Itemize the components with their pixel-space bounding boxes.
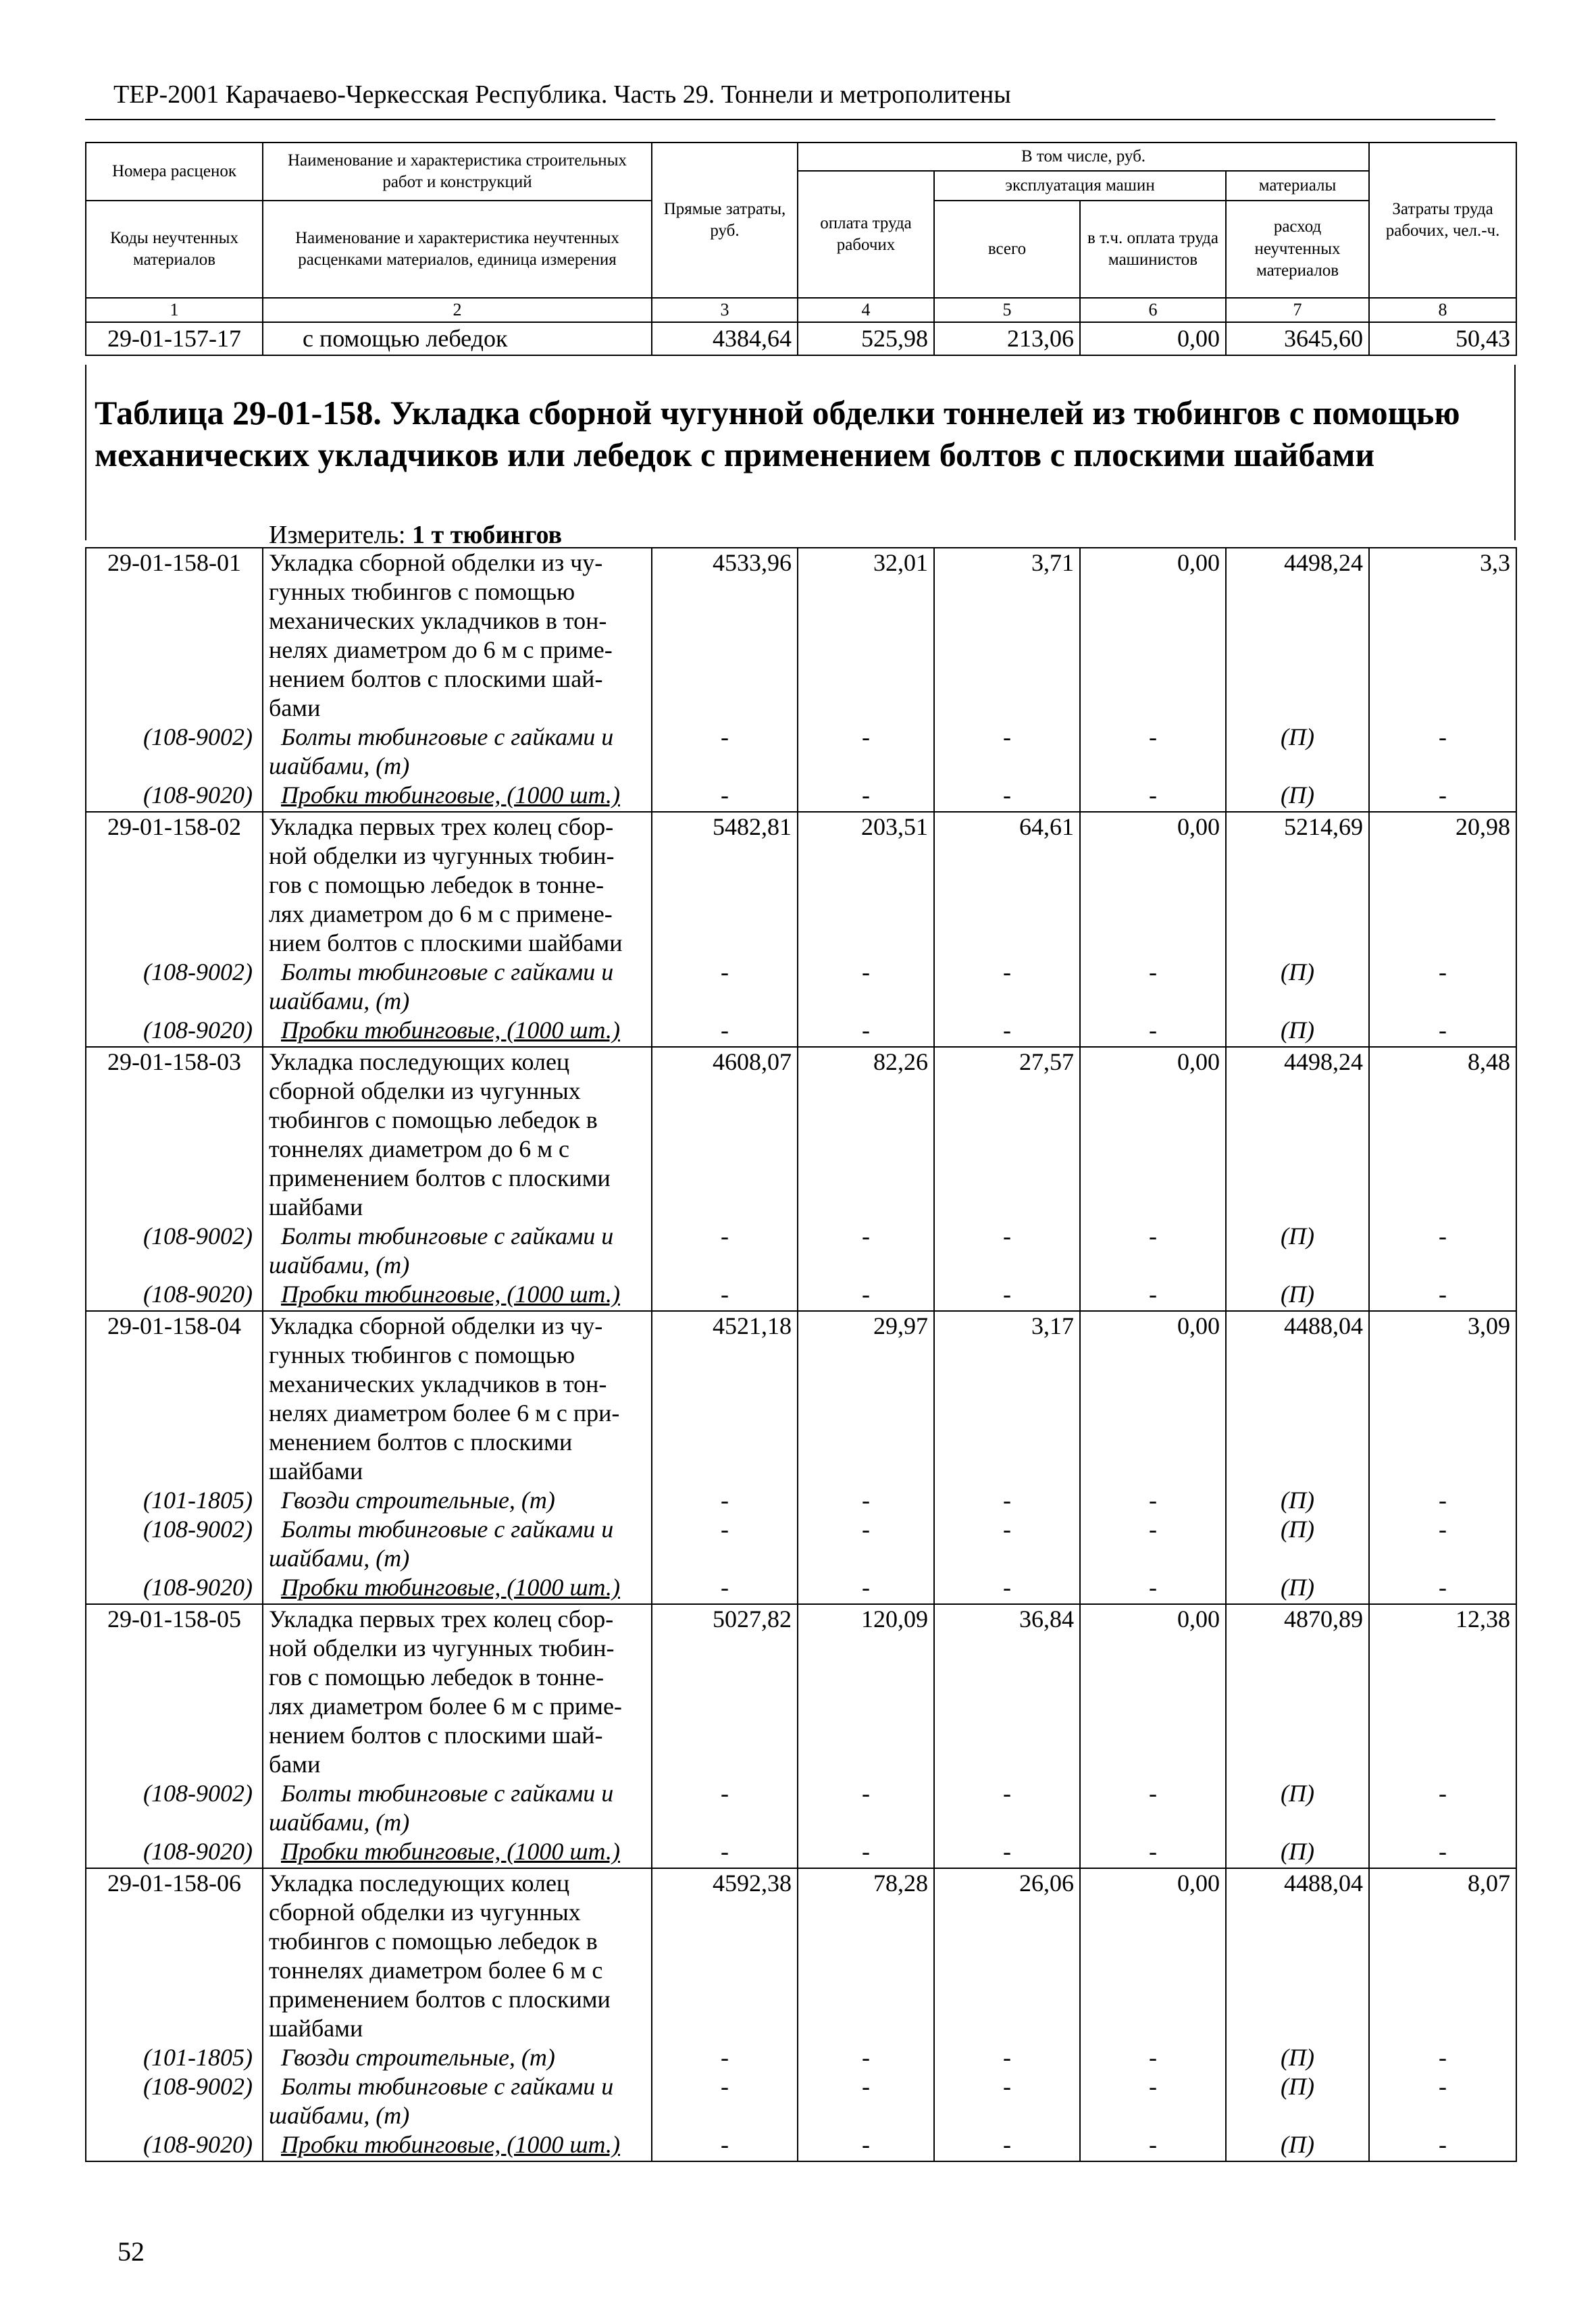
rate-row: [86, 1047, 1516, 1222]
material-value-cell: -: [652, 2130, 798, 2161]
material-value-cell: -: [798, 1779, 934, 1837]
material-value-cell: -: [1080, 2130, 1226, 2161]
rate-name-line: нением болтов с плоскими шай-: [269, 1722, 603, 1749]
header-material-name: Наименование и характеристика неучтенных расценками материалов, единица измерения: [263, 201, 652, 298]
material-row: [86, 723, 1516, 781]
header-work-name: Наименование и характеристика строительных работ и конструкций: [263, 143, 652, 201]
material-price-cell: (П): [1226, 1779, 1369, 1837]
header-machinists-pay: в т.ч. оплата труда машинистов: [1080, 201, 1226, 298]
rate-row: [86, 812, 1516, 958]
material-price-cell: (П): [1226, 1837, 1369, 1868]
value-cell: 4488,04: [1226, 1311, 1369, 1486]
rate-name-line: тюбингов с помощью лебедок в: [269, 1928, 598, 1955]
material-value-cell: -: [652, 2072, 798, 2130]
material-value-cell: -: [652, 1779, 798, 1837]
material-name-line: Пробки тюбинговые, (1000 шт.): [281, 781, 620, 808]
value-cell: 3645,60: [1226, 322, 1369, 355]
material-value-cell: -: [798, 1280, 934, 1311]
material-code: (108-9002): [86, 958, 263, 1016]
material-value-cell: -: [1369, 1222, 1516, 1280]
prev-table-row: [86, 322, 1516, 355]
value-cell: 4498,24: [1226, 1047, 1369, 1222]
header-including: В том числе, руб.: [798, 143, 1369, 171]
rate-name: с помощью лебедок: [263, 322, 652, 355]
material-name: [263, 723, 652, 781]
material-value-cell: -: [1369, 2043, 1516, 2072]
rate-name-line: тюбингов с помощью лебедок в: [269, 1106, 598, 1133]
material-row: [86, 2072, 1516, 2130]
material-price-cell: (П): [1226, 1280, 1369, 1311]
material-price-cell: (П): [1226, 723, 1369, 781]
value-cell: 4384,64: [652, 322, 798, 355]
material-value-cell: -: [652, 1515, 798, 1573]
header-machines-total: всего: [934, 201, 1080, 298]
material-value-cell: -: [652, 1573, 798, 1604]
material-row: [86, 1515, 1516, 1573]
material-code: (108-9002): [86, 2072, 263, 2130]
material-price-cell: (П): [1226, 1573, 1369, 1604]
value-cell: 0,00: [1080, 1868, 1226, 2043]
material-value-cell: -: [798, 1016, 934, 1047]
material-price-cell: (П): [1226, 1016, 1369, 1047]
rate-row: [86, 548, 1516, 723]
header-rate-numbers: Номера расценок: [86, 143, 263, 201]
rate-name-line: механических укладчиков в тон-: [269, 1370, 607, 1397]
value-cell: 32,01: [798, 548, 934, 723]
material-value-cell: -: [798, 958, 934, 1016]
rate-name-line: Укладка сборной обделки из чу-: [269, 1312, 603, 1339]
material-code: (108-9002): [86, 1779, 263, 1837]
material-name-line: Пробки тюбинговые, (1000 шт.): [281, 1281, 620, 1308]
material-name: [263, 1016, 652, 1047]
material-value-cell: -: [934, 1016, 1080, 1047]
material-name-line: шайбами, (т): [269, 987, 410, 1014]
value-cell: 12,38: [1369, 1604, 1516, 1779]
material-name-line: Пробки тюбинговые, (1000 шт.): [281, 1574, 620, 1601]
material-name-line: шайбами, (т): [269, 2102, 410, 2129]
column-number: 2: [263, 298, 652, 322]
value-cell: 8,48: [1369, 1047, 1516, 1222]
material-row: [86, 2043, 1516, 2072]
material-name: [263, 781, 652, 812]
value-cell: 203,51: [798, 812, 934, 958]
material-code: (108-9020): [86, 1280, 263, 1311]
value-cell: 5027,82: [652, 1604, 798, 1779]
rate-name-line: нелях диаметром до 6 м с приме-: [269, 636, 613, 663]
rate-name-line: ной обделки из чугунных тюбин-: [269, 1635, 615, 1662]
material-code: (108-9020): [86, 1573, 263, 1604]
material-name-line: Гвозди строительные, (т): [281, 2044, 555, 2071]
material-row: [86, 1573, 1516, 1604]
rate-name-line: тоннелях диаметром более 6 м с: [269, 1957, 603, 1984]
rate-name-line: Укладка последующих колец: [269, 1870, 570, 1897]
material-value-cell: -: [1080, 958, 1226, 1016]
material-name-line: шайбами, (т): [269, 752, 410, 779]
material-name: [263, 1779, 652, 1837]
value-cell: 0,00: [1080, 1311, 1226, 1486]
material-value-cell: -: [934, 1573, 1080, 1604]
material-value-cell: -: [1369, 781, 1516, 812]
material-value-cell: -: [934, 1222, 1080, 1280]
value-cell: 3,09: [1369, 1311, 1516, 1486]
rate-name-line: бами: [269, 1751, 321, 1778]
column-number: 4: [798, 298, 934, 322]
header-materials-consumption: расход неучтенных материалов: [1226, 201, 1369, 298]
rate-code: 29-01-157-17: [86, 322, 263, 355]
material-value-cell: -: [934, 2130, 1080, 2161]
material-value-cell: -: [934, 1515, 1080, 1573]
value-cell: 5214,69: [1226, 812, 1369, 958]
rates-table-body: [86, 548, 1516, 2161]
rate-name-line: нием болтов с плоскими шайбами: [269, 929, 623, 956]
material-value-cell: -: [1080, 1837, 1226, 1868]
material-value-cell: -: [1080, 2072, 1226, 2130]
material-value-cell: -: [934, 2072, 1080, 2130]
rate-name-line: шайбами: [269, 1193, 363, 1220]
value-cell: 0,00: [1080, 1604, 1226, 1779]
column-number: 7: [1226, 298, 1369, 322]
material-code: (108-9002): [86, 1515, 263, 1573]
rate-name-line: сборной обделки из чугунных: [269, 1899, 581, 1926]
unit-label: Измеритель:: [269, 521, 406, 549]
material-value-cell: -: [1369, 1573, 1516, 1604]
material-value-cell: -: [1369, 1779, 1516, 1837]
material-value-cell: -: [652, 2043, 798, 2072]
material-value-cell: -: [798, 2072, 934, 2130]
material-code: (108-9002): [86, 723, 263, 781]
material-name-line: Гвозди строительные, (т): [281, 1487, 555, 1514]
material-value-cell: -: [1080, 723, 1226, 781]
value-cell: 50,43: [1369, 322, 1516, 355]
header-materials: материалы: [1226, 171, 1369, 201]
value-cell: 5482,81: [652, 812, 798, 958]
material-value-cell: -: [934, 1779, 1080, 1837]
material-value-cell: -: [652, 1280, 798, 1311]
material-price-cell: (П): [1226, 2072, 1369, 2130]
rate-code: 29-01-158-04: [86, 1311, 263, 1486]
value-cell: 4608,07: [652, 1047, 798, 1222]
material-value-cell: -: [652, 958, 798, 1016]
material-value-cell: -: [798, 1837, 934, 1868]
rate-name-line: ной обделки из чугунных тюбин-: [269, 842, 615, 869]
rate-name: [263, 812, 652, 958]
material-row: [86, 1486, 1516, 1515]
value-cell: 0,00: [1080, 322, 1226, 355]
material-value-cell: -: [1369, 1837, 1516, 1868]
column-number: 1: [86, 298, 263, 322]
value-cell: 4870,89: [1226, 1604, 1369, 1779]
rate-name-line: Укладка первых трех колец сбор-: [269, 813, 614, 840]
material-row: [86, 1016, 1516, 1047]
material-value-cell: -: [1369, 2072, 1516, 2130]
rate-name-line: шайбами: [269, 1458, 363, 1485]
material-value-cell: -: [1369, 1016, 1516, 1047]
header-rule: [85, 119, 1495, 120]
material-name-line: шайбами, (т): [269, 1252, 410, 1279]
column-number: 8: [1369, 298, 1516, 322]
rate-name-line: нелях диаметром более 6 м с при-: [269, 1399, 620, 1426]
material-name: [263, 2072, 652, 2130]
material-value-cell: -: [1080, 1222, 1226, 1280]
material-code: (108-9020): [86, 1016, 263, 1047]
value-cell: 4592,38: [652, 1868, 798, 2043]
value-cell: 4521,18: [652, 1311, 798, 1486]
material-name-line: Болты тюбинговые с гайками и: [281, 2073, 614, 2100]
rate-name-line: механических укладчиков в тон-: [269, 607, 607, 634]
material-name: [263, 2043, 652, 2072]
material-name-line: шайбами, (т): [269, 1809, 410, 1836]
material-name-line: Пробки тюбинговые, (1000 шт.): [281, 1838, 620, 1865]
value-cell: 4488,04: [1226, 1868, 1369, 2043]
material-code: (101-1805): [86, 2043, 263, 2072]
column-number: 3: [652, 298, 798, 322]
rate-name: [263, 548, 652, 723]
material-value-cell: -: [1080, 2043, 1226, 2072]
table-header: [85, 142, 1517, 356]
material-name: [263, 1486, 652, 1515]
material-value-cell: -: [798, 1515, 934, 1573]
material-value-cell: -: [652, 1016, 798, 1047]
rate-name-line: применением болтов с плоскими: [269, 1164, 611, 1191]
rate-row: [86, 1311, 1516, 1486]
rate-name-line: тоннелях диаметром до 6 м с: [269, 1135, 569, 1162]
material-price-cell: (П): [1226, 1515, 1369, 1573]
rate-name-line: гунных тюбингов с помощью: [269, 578, 575, 605]
value-cell: 36,84: [934, 1604, 1080, 1779]
material-value-cell: -: [934, 958, 1080, 1016]
material-row: [86, 781, 1516, 812]
material-value-cell: -: [1369, 1515, 1516, 1573]
material-value-cell: -: [934, 781, 1080, 812]
material-value-cell: -: [1080, 1280, 1226, 1311]
material-price-cell: (П): [1226, 2130, 1369, 2161]
material-value-cell: -: [798, 723, 934, 781]
material-row: [86, 1779, 1516, 1837]
rate-name: [263, 1868, 652, 2043]
column-number: 5: [934, 298, 1080, 322]
rate-name-line: гов с помощью лебедок в тонне-: [269, 1664, 604, 1691]
material-price-cell: (П): [1226, 958, 1369, 1016]
rate-row: [86, 1604, 1516, 1779]
material-value-cell: -: [652, 1837, 798, 1868]
material-value-cell: -: [1080, 781, 1226, 812]
value-cell: 525,98: [798, 322, 934, 355]
rate-code: 29-01-158-03: [86, 1047, 263, 1222]
rate-name-line: менением болтов с плоскими: [269, 1429, 573, 1456]
material-value-cell: -: [1369, 2130, 1516, 2161]
header-labor-pay: оплата труда рабочих: [798, 171, 934, 298]
material-code: (108-9020): [86, 781, 263, 812]
column-number: 6: [1080, 298, 1226, 322]
material-row: [86, 1280, 1516, 1311]
material-value-cell: -: [934, 1280, 1080, 1311]
rate-name-line: бами: [269, 694, 321, 721]
material-name: [263, 958, 652, 1016]
material-code: (108-9002): [86, 1222, 263, 1280]
material-value-cell: -: [1369, 1486, 1516, 1515]
material-name: [263, 2130, 652, 2161]
value-cell: 120,09: [798, 1604, 934, 1779]
rate-name-line: гов с помощью лебедок в тонне-: [269, 871, 604, 898]
rate-code: 29-01-158-01: [86, 548, 263, 723]
value-cell: 8,07: [1369, 1868, 1516, 2043]
rates-table: [85, 547, 1517, 2162]
material-value-cell: -: [1080, 1779, 1226, 1837]
material-code: (108-9020): [86, 1837, 263, 1868]
material-name-line: Болты тюбинговые с гайками и: [281, 958, 614, 985]
rate-name-line: гунных тюбингов с помощью: [269, 1341, 575, 1368]
rate-name: [263, 1047, 652, 1222]
material-value-cell: -: [1080, 1515, 1226, 1573]
rate-name-line: Укладка сборной обделки из чу-: [269, 549, 603, 576]
material-value-cell: -: [798, 1222, 934, 1280]
material-value-cell: -: [798, 781, 934, 812]
rate-name-line: нением болтов с плоскими шай-: [269, 665, 603, 692]
material-value-cell: -: [934, 723, 1080, 781]
material-value-cell: -: [652, 781, 798, 812]
table-title-text: Укладка сборной чугунной обделки тоннелей из тюбингов с помощью механических укладчиков или лебедок с применением болтов с плоскими шайбами: [95, 394, 1460, 473]
value-cell: 4498,24: [1226, 548, 1369, 723]
value-cell: 0,00: [1080, 812, 1226, 958]
value-cell: 20,98: [1369, 812, 1516, 958]
material-price-cell: (П): [1226, 1222, 1369, 1280]
value-cell: 3,3: [1369, 548, 1516, 723]
header-machines: эксплуатация машин: [934, 171, 1226, 201]
rate-name-line: Укладка первых трех колец сбор-: [269, 1605, 614, 1632]
material-value-cell: -: [1369, 723, 1516, 781]
value-cell: 0,00: [1080, 1047, 1226, 1222]
rate-code: 29-01-158-06: [86, 1868, 263, 2043]
material-name: [263, 1837, 652, 1868]
material-name: [263, 1515, 652, 1573]
material-value-cell: -: [1080, 1486, 1226, 1515]
material-value-cell: -: [1080, 1016, 1226, 1047]
header-labor-cost: Затраты труда рабочих, чел.-ч.: [1369, 143, 1516, 298]
material-value-cell: -: [934, 1486, 1080, 1515]
material-value-cell: -: [1369, 1280, 1516, 1311]
table-caption-block: [85, 365, 1516, 549]
rate-code: 29-01-158-05: [86, 1604, 263, 1779]
value-cell: 29,97: [798, 1311, 934, 1486]
material-code: (101-1805): [86, 1486, 263, 1515]
value-cell: 0,00: [1080, 548, 1226, 723]
value-cell: 64,61: [934, 812, 1080, 958]
rate-name-line: применением болтов с плоскими: [269, 1986, 611, 2013]
material-value-cell: -: [798, 1573, 934, 1604]
material-price-cell: (П): [1226, 1486, 1369, 1515]
material-value-cell: -: [798, 2043, 934, 2072]
rate-code: 29-01-158-02: [86, 812, 263, 958]
rate-name-line: Укладка последующих колец: [269, 1048, 570, 1075]
material-price-cell: (П): [1226, 781, 1369, 812]
value-cell: 26,06: [934, 1868, 1080, 2043]
material-name-line: Болты тюбинговые с гайками и: [281, 1223, 614, 1250]
material-value-cell: -: [934, 2043, 1080, 2072]
header-direct-costs: Прямые затраты, руб.: [652, 143, 798, 298]
material-name: [263, 1222, 652, 1280]
material-row: [86, 1222, 1516, 1280]
rate-name-line: сборной обделки из чугунных: [269, 1077, 581, 1104]
material-value-cell: -: [798, 1486, 934, 1515]
material-name-line: Болты тюбинговые с гайками и: [281, 1516, 614, 1543]
rate-name-line: лях диаметром до 6 м с примене-: [269, 900, 613, 927]
material-value-cell: -: [934, 1837, 1080, 1868]
material-row: [86, 1837, 1516, 1868]
material-value-cell: -: [652, 1486, 798, 1515]
material-value-cell: -: [1369, 958, 1516, 1016]
material-value-cell: -: [1080, 1573, 1226, 1604]
rate-name: [263, 1604, 652, 1779]
material-value-cell: -: [798, 2130, 934, 2161]
material-name-line: шайбами, (т): [269, 1545, 410, 1572]
page-number: 52: [118, 2236, 145, 2267]
rate-row: [86, 1868, 1516, 2043]
material-row: [86, 2130, 1516, 2161]
value-cell: 3,71: [934, 548, 1080, 723]
material-value-cell: -: [652, 1222, 798, 1280]
material-name-line: Пробки тюбинговые, (1000 шт.): [281, 1017, 620, 1044]
material-code: (108-9020): [86, 2130, 263, 2161]
rate-name-line: шайбами: [269, 2015, 363, 2042]
unit-line: [269, 520, 562, 550]
value-cell: 82,26: [798, 1047, 934, 1222]
material-name: [263, 1280, 652, 1311]
material-name-line: Пробки тюбинговые, (1000 шт.): [281, 2131, 620, 2158]
value-cell: 213,06: [934, 322, 1080, 355]
table-title: [95, 392, 1499, 475]
rate-name-line: лях диаметром более 6 м с приме-: [269, 1693, 622, 1720]
value-cell: 3,17: [934, 1311, 1080, 1486]
material-row: [86, 958, 1516, 1016]
material-price-cell: (П): [1226, 2043, 1369, 2072]
header-material-codes: Коды неучтенных материалов: [86, 201, 263, 298]
rate-name: [263, 1311, 652, 1486]
table-caption: Таблица 29-01-158.: [95, 394, 382, 432]
page-header: ТЕР-2001 Карачаево-Черкесская Республика. Часть 29. Тоннели и метрополитены: [113, 80, 1011, 109]
unit-value: 1 т тюбингов: [412, 521, 563, 549]
material-value-cell: -: [652, 723, 798, 781]
value-cell: 4533,96: [652, 548, 798, 723]
value-cell: 78,28: [798, 1868, 934, 2043]
material-name-line: Болты тюбинговые с гайками и: [281, 1780, 614, 1807]
material-name-line: Болты тюбинговые с гайками и: [281, 723, 614, 750]
value-cell: 27,57: [934, 1047, 1080, 1222]
material-name: [263, 1573, 652, 1604]
